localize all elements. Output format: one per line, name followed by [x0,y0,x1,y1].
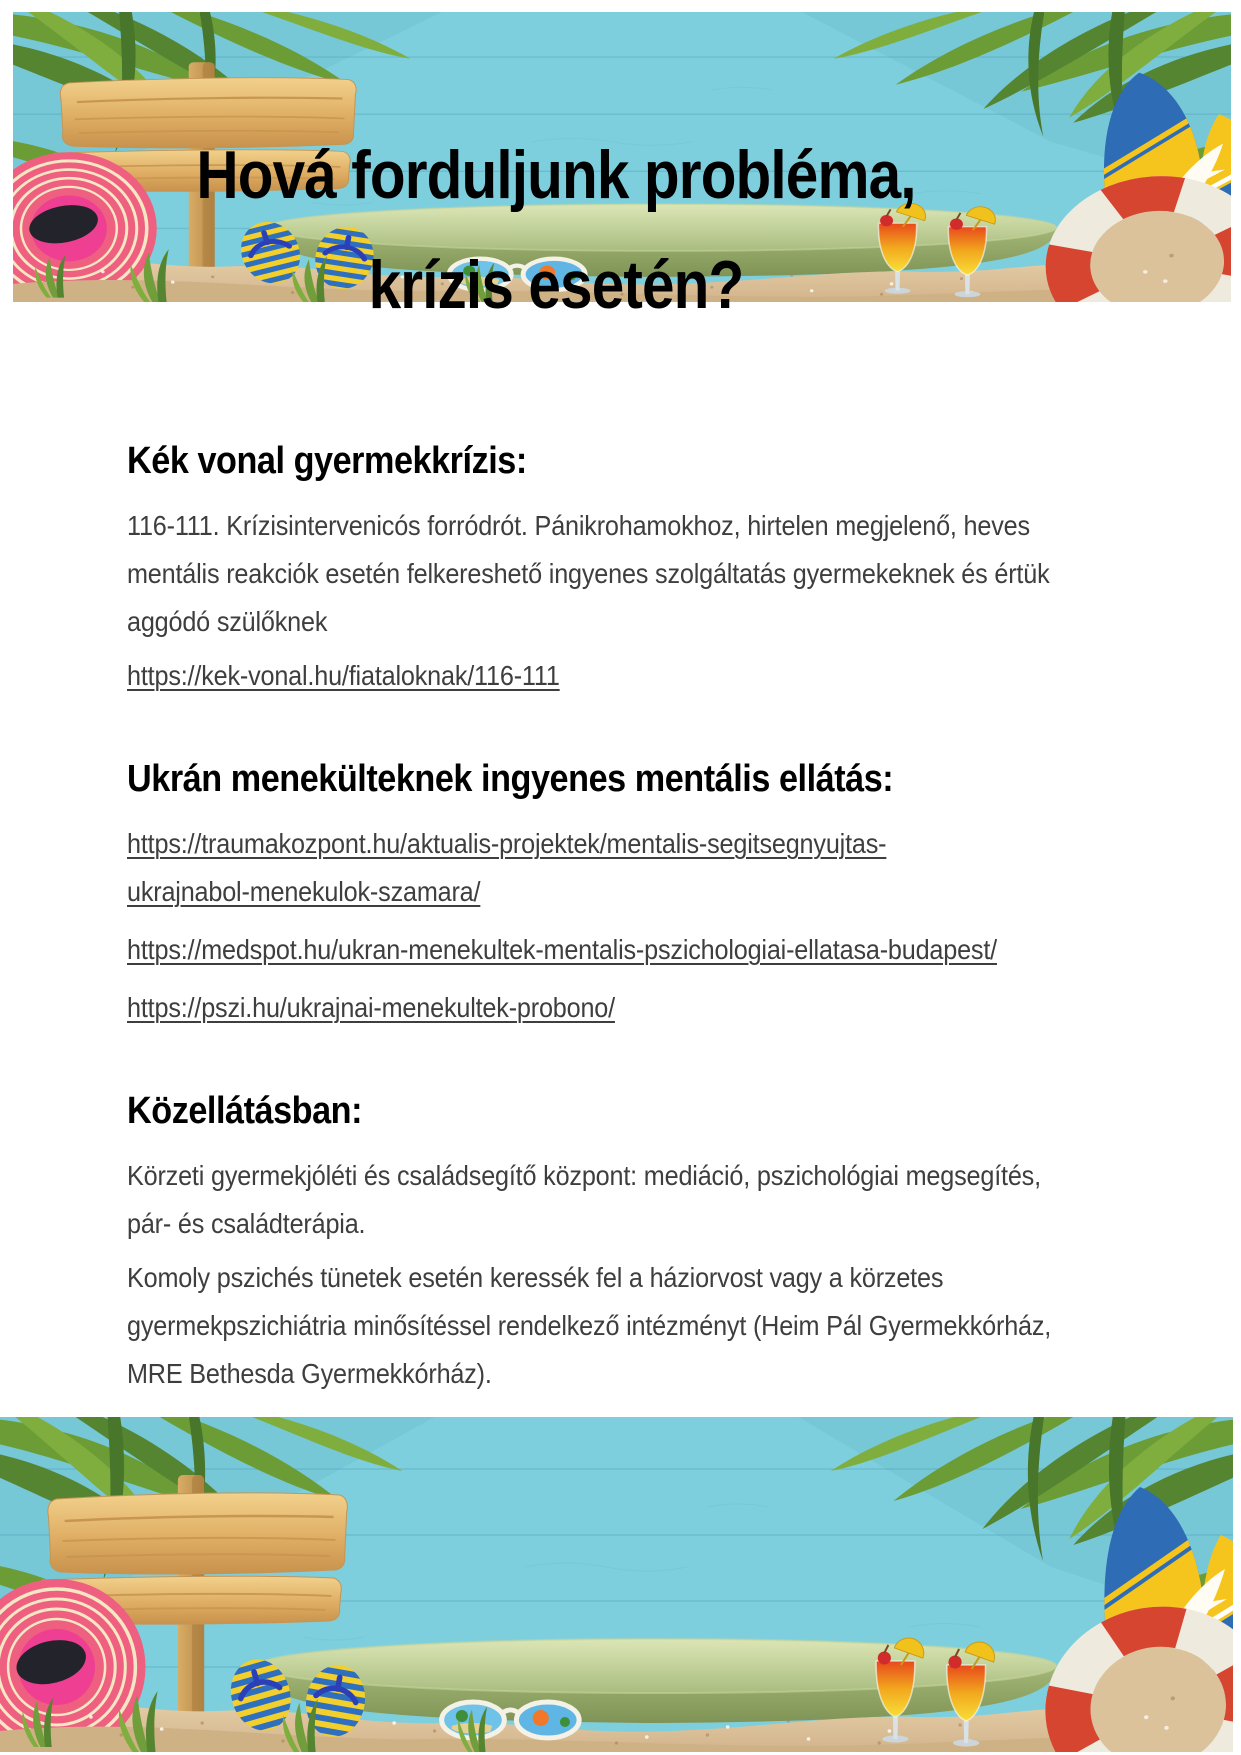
link-medspot[interactable]: https://medspot.hu/ukran-menekultek-mentalis-pszichologiai-ellatasa-budapest/ [127,934,998,965]
section-heading: Kék vonal gyermekkrízis: [127,440,527,482]
link-line [127,652,1086,700]
footer-beach-banner [0,1417,1233,1752]
section-heading: Közellátásban: [127,1090,363,1132]
paragraph: Körzeti gyermekjóléti és családsegítő központ: mediáció, pszichológiai megsegítés, pár- és családterápia. [127,1160,1041,1239]
paragraph: Komoly pszichés tünetek esetén keressék fel a háziorvost vagy a körzetes gyermekpszichiátria minősítéssel rendelkező intézményt (Heim Pál Gyermekkórház, MRE Bethesda Gyermekkórház). [127,1262,1052,1389]
page-title [196,120,915,340]
title-line-1: Hová forduljunk probléma, [196,137,916,213]
link-line [127,984,1086,1032]
link-pszi[interactable]: https://pszi.hu/ukrajnai-menekultek-probono/ [127,992,615,1023]
section-kozellatas [127,1088,1086,1398]
paragraph: 116-111. Krízisintervenicós forródrót. Pánikrohamokhoz, hirtelen megjelenő, heves mentális reakciók esetén felkereshető ingyenes szolgáltatás gyermekeknek és értük aggódó szülőknek [127,510,1050,637]
section-ukran-menekultek [127,756,1086,1032]
link-kek-vonal[interactable]: https://kek-vonal.hu/fiataloknak/116-111 [127,660,560,691]
section-kek-vonal [127,438,1086,700]
content-column [127,302,1086,1404]
link-line [127,926,1086,974]
link-line [127,820,1086,916]
section-heading: Ukrán menekülteknek ingyenes mentális ellátás: [127,758,894,800]
title-line-2: krízis esetén? [368,247,744,323]
link-traumakozpont[interactable]: https://traumakozpont.hu/aktualis-projektek/mentalis-segitsegnyujtas-ukrajnabol-menekulok-szamara/ [127,828,887,907]
